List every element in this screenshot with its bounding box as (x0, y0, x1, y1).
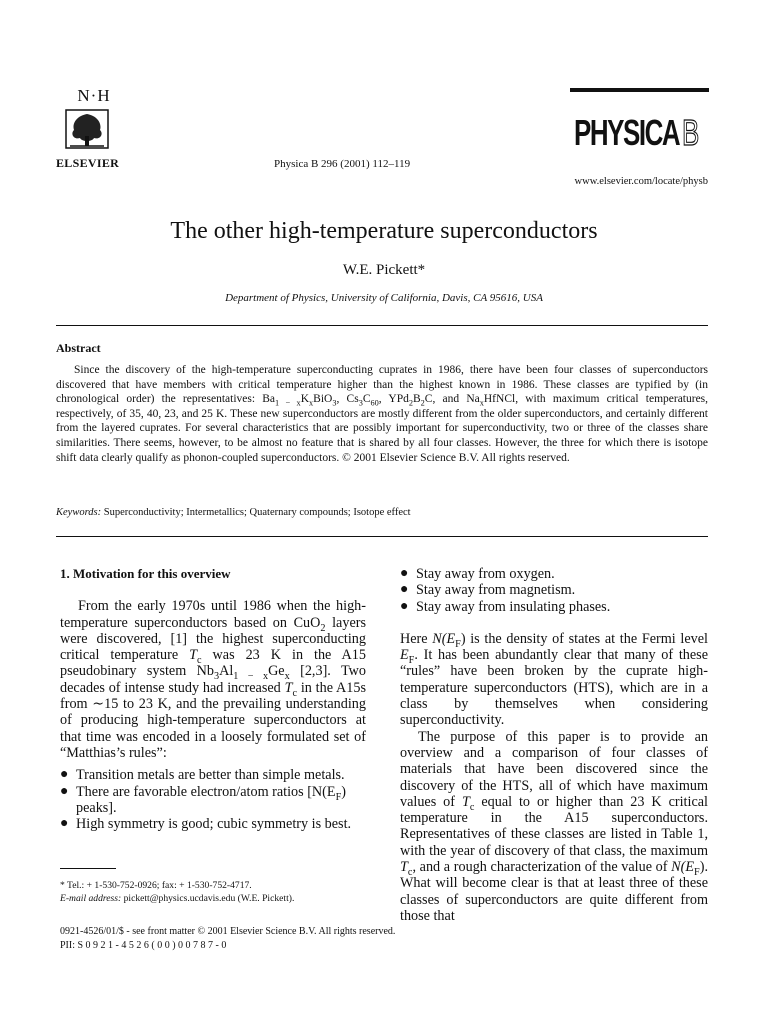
pii-line: PII: S 0 9 2 1 - 4 5 2 6 ( 0 0 ) 0 0 7 8 7 - 0 (60, 940, 227, 951)
list-item: ● Transition metals are better than simple metals. (60, 767, 345, 784)
journal-citation: Physica B 296 (2001) 112–119 (274, 158, 411, 170)
paragraph-1: From the early 1970s until 1986 when the high-temperature superconductors based on CuO$_2$ layers were discovered, [1] the highest superconducting critical temperature $T_c$ was 23 K in the A15 pseudobinary system $Nb_3Al_{1 - x}Ge_x$ [2,3]. Two decades of intense study had increased $T_c$ in the A15s from ∼15 to 23 K, and the prevailing understanding of producing high-temperature superconductors at that time was encoded in a loosely formulated set of “Matthias’s rules”: (60, 598, 366, 761)
abstract-body: Since the discovery of the high-temperature superconducting cuprates in 1986, there have been four classes of superconductors discovered that have members with critical temperature higher than the highest known in 1986. These classes are typified by (in chronological order) the representatives: $Ba_{1 - x}K_xBiO_3$, $Cs_3C_{60}$, $YPd_2B_2C$, and $Na_xHfNCl$, with maximum critical temperatures, respectively, of 35, 40, 23, and 25 K. These new superconductors are mostly different from the older superconductors, and certainly different from the layered cuprates. For several characteristics that are possibly important for superconductivity, two or three of the classes share similarities. There seems, however, to be almost no feature that is shared by all four classes. However, the three for which there is isotope shift data clearly qualify as phonon-coupled superconductors. © 2001 Elsevier Science B.V. All rights reserved. (56, 364, 709, 464)
email-link[interactable]: pickett@physics.ucdavis.edu (W.E. Pickett). (121, 893, 295, 904)
footnote-email: E-mail address: pickett@physics.ucdavis.edu (W.E. Pickett). (60, 893, 295, 904)
bullet-icon: ● (60, 783, 69, 799)
list-item: ● Stay away from oxygen. (400, 566, 555, 582)
bullet-icon: ● (400, 598, 409, 614)
footnote (60, 879, 370, 905)
article-author: W.E. Pickett* (342, 262, 426, 278)
column-right (400, 566, 708, 924)
rules-list-right (400, 566, 708, 615)
keywords-text: Superconductivity; Intermetallics; Quaternary compounds; Isotope effect (103, 507, 411, 518)
list-item: ● There are favorable electron/atom ratios [$N(E_F)$ peaks]. (60, 783, 346, 816)
article-title: The other high-temperature superconductors (170, 218, 598, 244)
keywords-line (56, 507, 708, 518)
journal-logo-letter: B (682, 112, 700, 153)
list-item: ● Stay away from insulating phases. (400, 598, 611, 615)
list-item: ● Stay away from magnetism. (400, 582, 576, 599)
elsevier-tree-icon (64, 108, 110, 150)
footnote-divider (60, 868, 116, 869)
divider-mid (56, 536, 708, 537)
divider-top (56, 325, 708, 326)
bullet-icon: ● (400, 566, 409, 581)
paragraph-3: The purpose of this paper is to provide an overview and a comparison of four classes of materials that have been discovered since the discovery of the HTS, all of which have maximum values of $T_c$ equal to or higher than 23 K critical temperature in the A15 superconductors. Representatives of these classes are listed in Table 1, with the year of discovery of that class, the maximum $T_c$, and a rough characterization of the value of $N(E_F)$. What will become clear is that at least three of these classes of superconductors are quite different from those that (400, 728, 708, 924)
publisher-monogram: N·H (77, 86, 111, 105)
publisher-name: ELSEVIER (56, 156, 120, 170)
list-item: ● High symmetry is good; cubic symmetry is best. (60, 816, 352, 833)
bullet-icon: ● (60, 767, 69, 783)
paragraph-2: Here $N(E_F)$ is the density of states at the Fermi level $E_F$. It has been abundantly clear that many of these “rules” have been broken by the cuprate high-temperature superconductors (HTS), which are in a class by themselves when considering superconductivity. (400, 630, 708, 729)
bullet-icon: ● (400, 582, 409, 598)
front-matter-notice (60, 925, 395, 953)
copyright-line: 0921-4526/01/$ - see front matter © 2001 Elsevier Science B.V. All rights reserved. (60, 926, 396, 937)
bullet-icon: ● (60, 816, 69, 832)
journal-url-link[interactable]: www.elsevier.com/locate/physb (574, 176, 708, 187)
abstract-heading: Abstract (56, 341, 101, 355)
article-affiliation: Department of Physics, University of California, Davis, CA 95616, USA (225, 292, 543, 304)
section-heading: 1. Motivation for this overview (60, 566, 231, 581)
keywords-label: Keywords: (56, 507, 102, 518)
footnote-tel: * Tel.: + 1-530-752-0926; fax: + 1-530-752-4717. (60, 880, 252, 891)
rules-list-left (60, 767, 366, 832)
column-left (60, 566, 366, 832)
journal-logo-word: PHYSICA (574, 112, 680, 153)
